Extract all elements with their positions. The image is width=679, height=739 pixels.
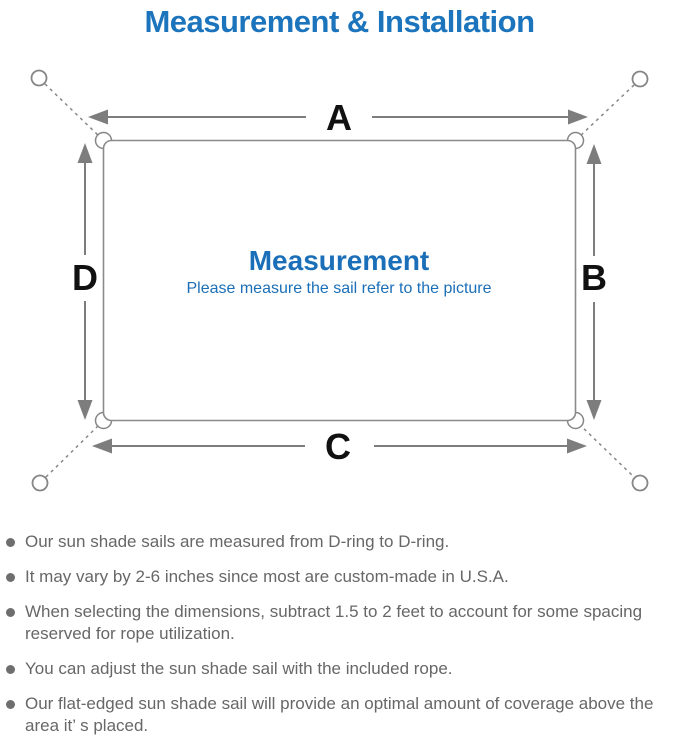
notes-list xyxy=(6,531,674,739)
note-text: It may vary by 2-6 inches since most are custom-made in U.S.A. xyxy=(25,567,509,586)
note-text: You can adjust the sun shade sail with the included rope. xyxy=(25,659,453,678)
anchor-ring-icon-top-left xyxy=(32,71,47,86)
note-item xyxy=(6,566,674,588)
dimension-label-d: D xyxy=(72,257,98,298)
diagram-center-subtitle: Please measure the sail refer to the picture xyxy=(186,280,492,297)
anchor-ring-icon-bottom-left xyxy=(33,476,48,491)
bullet-icon xyxy=(6,608,15,617)
note-item xyxy=(6,658,674,680)
dimension-label-a: A xyxy=(326,97,352,138)
note-item xyxy=(6,601,674,645)
dimension-label-b: B xyxy=(581,257,607,298)
anchor-ring-icon-bottom-right xyxy=(633,476,648,491)
note-item xyxy=(6,693,674,737)
note-text: Our flat-edged sun shade sail will provide an optimal amount of coverage above the area it’ s placed. xyxy=(25,694,654,735)
rope-dashed-line-bottom-left xyxy=(46,424,100,477)
page-title: Measurement & Installation xyxy=(144,4,535,39)
rope-dashed-line-top-right xyxy=(579,85,634,137)
note-text: When selecting the dimensions, subtract 1.5 to 2 feet to account for some spacing reserved for rope utilization. xyxy=(25,602,643,643)
dimension-label-c: C xyxy=(325,426,351,467)
note-item xyxy=(6,531,674,553)
bullet-icon xyxy=(6,700,15,709)
rope-dashed-line-bottom-right xyxy=(579,424,634,477)
bullet-icon xyxy=(6,573,15,582)
diagram-center-title: Measurement xyxy=(248,245,430,276)
note-text: Our sun shade sails are measured from D-ring to D-ring. xyxy=(25,532,450,551)
anchor-ring-icon-top-right xyxy=(633,72,648,87)
bullet-icon xyxy=(6,665,15,674)
rope-dashed-line-top-left xyxy=(45,84,100,137)
bullet-icon xyxy=(6,538,15,547)
